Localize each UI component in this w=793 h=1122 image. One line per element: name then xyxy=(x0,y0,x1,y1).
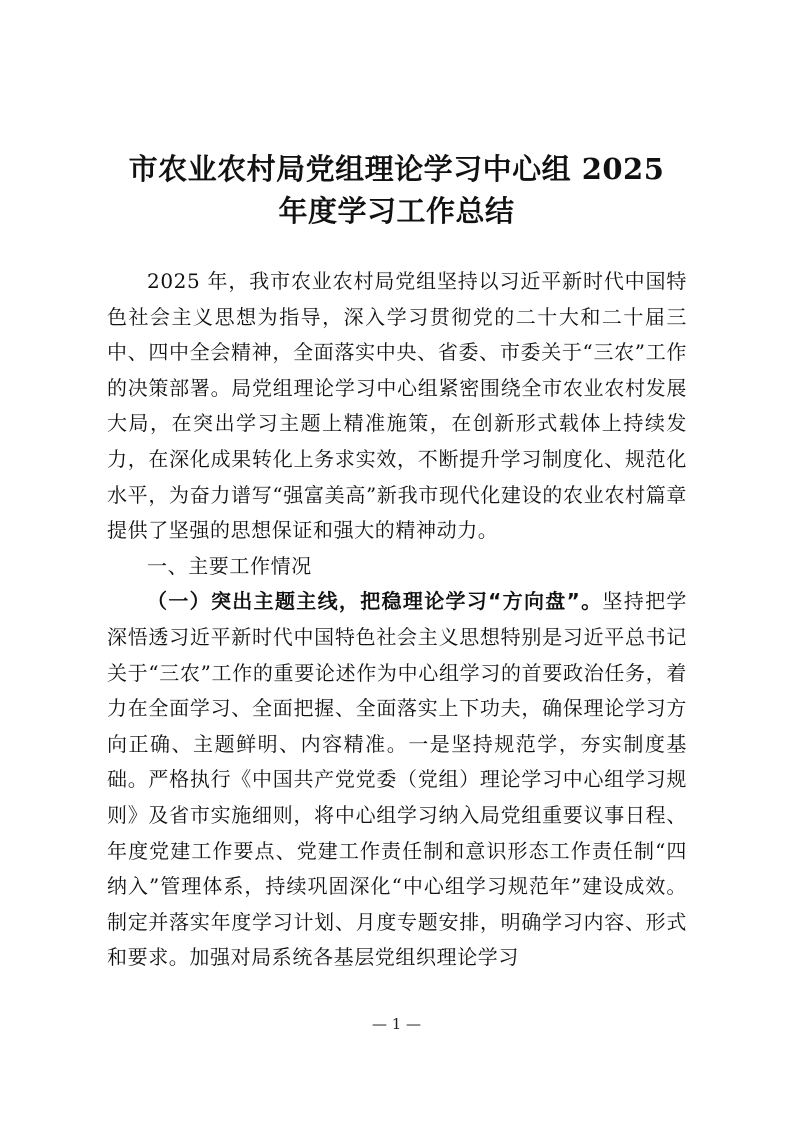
page-number: — 1 — xyxy=(371,1015,422,1033)
title-line-2: 年度学习工作总结 xyxy=(278,194,515,228)
document-body xyxy=(107,264,687,976)
document-title xyxy=(104,148,689,232)
subsection-1-body: 坚持把学深悟透习近平新时代中国特色社会主义思想特别是习近平总书记关于“三农”工作的重要论述作为中心组学习的首要政治任务，着力在全面学习、全面把握、全面落实上下功夫，确保理论学习方向正确、主题鲜明、内容精准。一是坚持规范学，夯实制度基础。严格执行《中国共产党党委（党组）理论学习中心组学习规则》及省市实施细则，将中心组学习纳入局党组重要议事日程、年度党建工作要点、党建工作责任制和意识形态工作责任制“四纳入”管理体系，持续巩固深化“中心组学习规范年”建设成效。制定并落实年度学习计划、月度专题安排，明确学习内容、形式和要求。加强对局系统各基层党组织理论学习 xyxy=(107,589,687,970)
section-heading-1: 一、主要工作情况 xyxy=(147,553,312,578)
intro-paragraph: 2025 年，我市农业农村局党组坚持以习近平新时代中国特色社会主义思想为指导，深入学习贯彻党的二十大和二十届三中、四中全会精神，全面落实中央、省委、市委关于“三农”工作的决策部署。局党组理论学习中心组紧密围绕全市农业农村发展大局，在突出学习主题上精准施策，在创新形式载体上持续发力，在深化成果转化上务求实效，不断提升学习制度化、规范化水平，为奋力谱写“强富美高”新我市现代化建设的农业农村篇章提供了坚强的思想保证和强大的精神动力。 xyxy=(107,269,687,543)
subsection-1-lead: （一）突出主题主线，把稳理论学习“方向盘”。 xyxy=(147,589,603,614)
subsection-1-paragraph xyxy=(107,584,687,976)
title-line-1: 市农业农村局党组理论学习中心组 2025 xyxy=(128,152,665,186)
